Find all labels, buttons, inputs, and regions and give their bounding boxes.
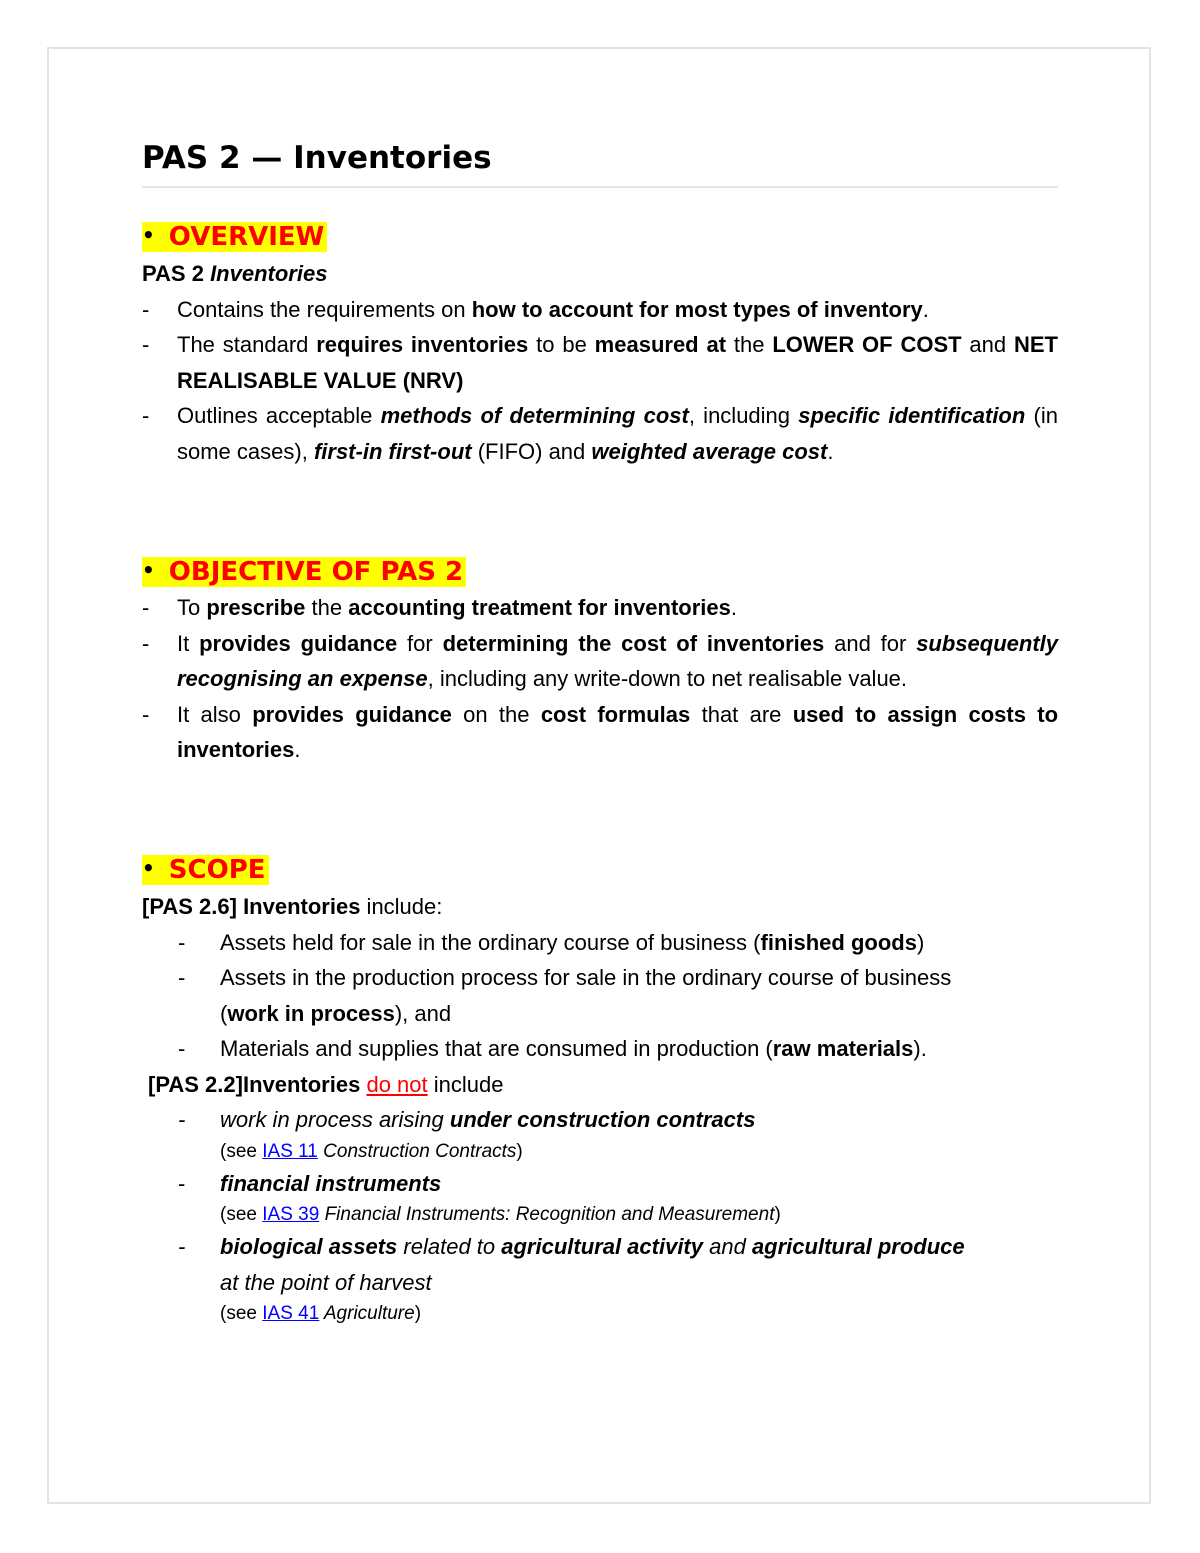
list-item: - To prescribe the accounting treatment for inventories. (142, 590, 1058, 626)
list-item: - It provides guidance for determining the cost of inventories and for subsequently recognising an expense, including any write-down to net realisable value. (142, 626, 1058, 697)
section-heading-overview: • OVERVIEW (142, 220, 327, 255)
bullet-icon: • (142, 558, 155, 582)
list-item: - It also provides guidance on the cost formulas that are used to assign costs to inventories. (142, 697, 1058, 768)
list-item: - The standard requires inventories to be measured at the LOWER OF COST and NET REALISABLE VALUE (NRV) (142, 327, 1058, 398)
bullet-icon: • (142, 856, 155, 880)
list-item: - Assets held for sale in the ordinary course of business (finished goods) (178, 925, 978, 961)
scope-block (142, 889, 1058, 1328)
see-reference: (see IAS 41 Agriculture) (220, 1303, 422, 1324)
list-item: - Assets in the production process for sale in the ordinary course of business (work in process), and (178, 960, 978, 1031)
page-title: PAS 2 — Inventories (142, 138, 1058, 188)
ias-41-link[interactable]: IAS 41 (262, 1303, 320, 1324)
objective-block (142, 590, 1058, 768)
list-item: - Outlines acceptable methods of determining cost, including specific identification (in some cases), first-in first-out (FIFO) and weighted average cost. (142, 398, 1058, 469)
exclude-list (142, 1102, 978, 1328)
include-list (142, 925, 978, 1067)
list-item: - biological assets related to agricultural activity and agricultural produce at the point of harvest (178, 1229, 978, 1300)
section-heading-objective: • OBJECTIVE OF PAS 2 (142, 555, 466, 590)
ias-39-link[interactable]: IAS 39 (262, 1204, 320, 1225)
scope-exclude-intro: [PAS 2.2]Inventories do not include (148, 1071, 504, 1097)
see-reference: (see IAS 39 Financial Instruments: Recognition and Measurement) (220, 1204, 781, 1225)
bullet-icon: • (142, 223, 155, 247)
overview-block (142, 256, 1058, 469)
list-item: - Materials and supplies that are consumed in production (raw materials). (178, 1031, 1120, 1067)
overview-subtitle: PAS 2 Inventories (142, 261, 328, 286)
list-item: - Contains the requirements on how to account for most types of inventory. (142, 292, 1058, 328)
section-heading-scope: • SCOPE (142, 853, 269, 888)
scope-include-intro: [PAS 2.6] Inventories include: (142, 894, 443, 919)
list-item: - work in process arising under construction contracts (178, 1102, 978, 1138)
list-item: - financial instruments (178, 1166, 978, 1202)
see-reference: (see IAS 11 Construction Contracts) (220, 1140, 523, 1162)
ias-11-link[interactable]: IAS 11 (262, 1140, 318, 1162)
